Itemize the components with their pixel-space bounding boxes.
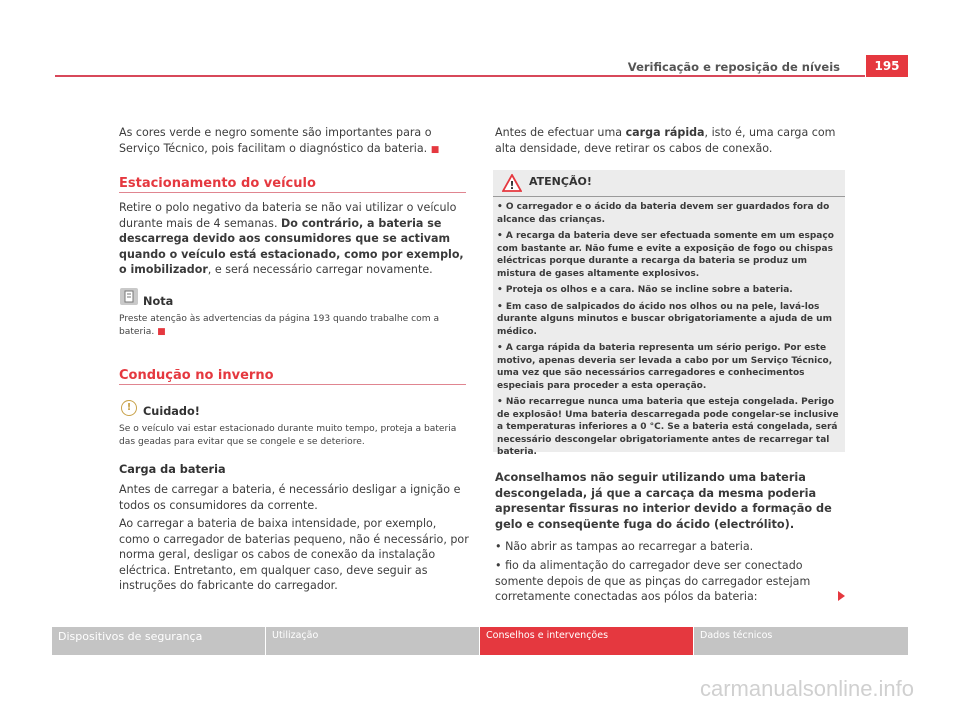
bullet-item: • fio da alimentação do carregador deve ser conectado somente depois de que as pinças do carregador estejam corretamente conectadas aos pólos da bateria: [495, 559, 811, 604]
warning-item: • Proteja os olhos e a cara. Não se incline sobre a bateria. [497, 285, 793, 295]
svg-text:!: ! [509, 179, 515, 192]
section-rule [119, 384, 466, 385]
watermark: carmanualsonline.info [700, 676, 915, 701]
charge-paragraph-1: Antes de carregar a bateria, é necessário desligar a ignição e todos os consumidores da corrente. [119, 483, 461, 512]
parking-text: Retire o polo negativo da bateria se não vai utilizar o veículo durante mais de 4 semanas. [119, 201, 457, 230]
continue-arrow-icon [838, 591, 845, 601]
caution-icon: ! [121, 400, 137, 416]
warning-triangle-icon [502, 174, 522, 192]
note-title: Nota [143, 295, 174, 308]
parking-bold-text: Do contrário, a bateria se descarrega devido aos consumidores que se activam quando o veículo está estacionado, como por exemplo, o imobilizador [119, 216, 464, 277]
parking-text-end: , e será necessário carregar novamente. [207, 263, 433, 277]
warning-header [493, 170, 845, 195]
intro-text: As cores verde e negro somente são importantes para o Serviço Técnico, pois facilitam o diagnóstico da bateria. [119, 126, 432, 155]
note-text: Preste atenção às advertencias da página 193 quando trabalhe com a bateria. [119, 314, 440, 338]
warning-separator [493, 196, 845, 197]
page-number: 195 [866, 55, 908, 77]
right-intro-bold: carga rápida [625, 126, 705, 139]
advice-bold-paragraph: Aconselhamos não seguir utilizando uma bateria descongelada, já que a carcaça da mesma poderia apresentar fissuras no interior devido a formação de gelo e conseqüente fuga do ácido (electrólito). [495, 471, 832, 531]
parking-paragraph [119, 200, 469, 278]
warning-items [497, 201, 839, 459]
end-square-icon: ■ [157, 327, 166, 338]
caution-title: Cuidado! [143, 405, 200, 418]
warning-item: • Em caso de salpicados do ácido nos olhos ou na pele, lavá-los durante alguns minutos e buscar obrigatoriamente a ajuda de um médico. [497, 301, 832, 337]
right-intro-text-end: , isto é, uma carga com alta densidade, deve retirar os cabos de conexão. [495, 126, 836, 155]
header-rule [55, 75, 865, 77]
right-intro-paragraph [495, 125, 845, 156]
running-header-title: Verificação e reposição de níveis [627, 60, 840, 74]
end-square-icon: ■ [430, 144, 440, 155]
footer-tab-label: Utilização [272, 630, 319, 641]
charge-paragraph-2: Ao carregar a bateria de baixa intensidade, por exemplo, como o carregador de baterias pequeno, não é necessário, por norma geral, desligar os cabos de conexão da instalação eléctrica. Entretanto, em qualquer caso, deve seguir as instruções do fabricante do carregador. [119, 517, 469, 593]
warning-item: • A recarga da bateria deve ser efectuada somente em um espaço com bastante ar. Não fume e evite a exposição de fogo ou chispas eléctricas porque durante a recarga da bateria se produz um mistura de gases altamente explosivos. [497, 231, 834, 279]
section-title-parking: Estacionamento do veículo [119, 176, 316, 191]
warning-box [493, 170, 845, 457]
section-rule [119, 192, 466, 193]
warning-title: ATENÇÃO! [529, 175, 592, 188]
footer-tab-technical[interactable] [694, 627, 908, 655]
section-title-winter: Condução no inverno [119, 368, 274, 383]
footer-tab-usage[interactable] [266, 627, 479, 655]
warning-item: • A carga rápida da bateria representa um sério perigo. Por este motivo, apenas deveria ser levada a cabo por um Serviço Técnico, uma vez que são necessários carregadores e conhecimentos especiais para proceder a esta operação. [497, 343, 833, 391]
warning-item: • Não recarregue nunca uma bateria que esteja congelada. Perigo de explosão! Uma bateria descarregada pode congelar-se inclusive a temperaturas inferiores a 0 °C. Se a bateria está congelada, será necessário descongelar obrigatoriamente antes de recarregar tal bateria. [497, 397, 839, 457]
warning-item: • O carregador e o ácido da bateria devem ser guardados fora do alcance das crianças. [497, 202, 830, 225]
caution-text: Se o veículo vai estar estacionado durante muito tempo, proteja a bateria das geadas para evitar que se congele e se deteriore. [119, 424, 457, 448]
footer-tab-label: Dispositivos de segurança [58, 630, 203, 643]
footer-tab-safety[interactable] [52, 627, 265, 655]
footer-tab-advice[interactable] [480, 627, 693, 655]
intro-paragraph [119, 125, 471, 158]
note-icon [120, 288, 138, 305]
footer-tab-label: Dados técnicos [700, 630, 773, 641]
note-paragraph [119, 313, 469, 339]
charge-title: Carga da bateria [119, 463, 226, 476]
footer-tab-label: Conselhos e intervenções [486, 630, 609, 641]
bullet-item: • Não abrir as tampas ao recarregar a bateria. [495, 540, 754, 553]
right-intro-text: Antes de efectuar uma [495, 126, 626, 139]
